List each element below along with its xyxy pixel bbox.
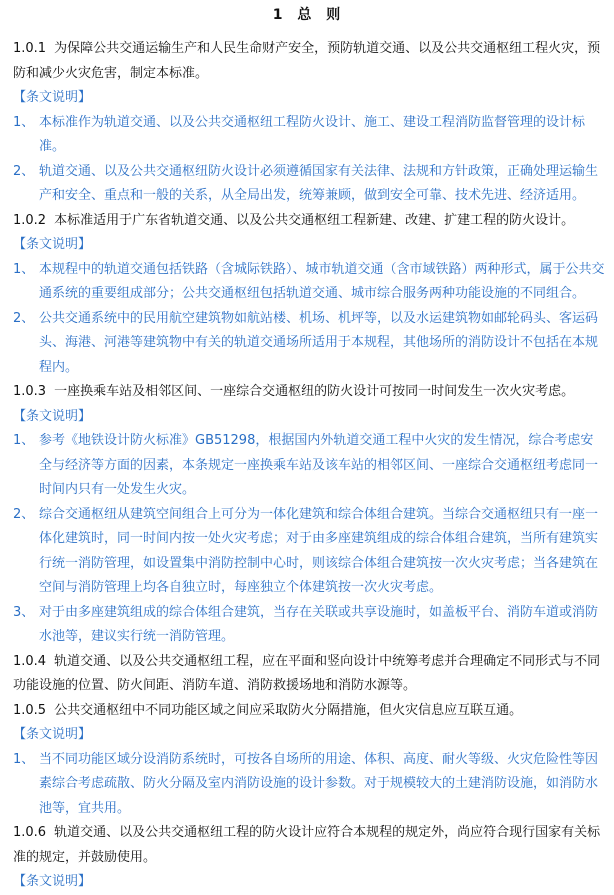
clause-text: 公共交通枢纽中不同功能区域之间应采取防火分隔措施，但火灾信息应互联互通。 xyxy=(54,702,523,718)
explanation-item-text: 本规程中的轨道交通包括铁路（含城际铁路）、城市轨道交通（含市域铁路）两种形式，属于公共交通系统的重要组成部分；公共交通枢纽包括轨道交通、城市综合服务两种功能设施的不同组合。 xyxy=(39,261,605,301)
explanation-heading: 【条文说明】 xyxy=(13,874,92,889)
clause-paragraph xyxy=(13,650,605,699)
clause-text: 轨道交通、以及公共交通枢纽工程，应在平面和竖向设计中统筹考虑并合理确定不同形式与不同功能设施的位置、防火间距、消防车道、消防救援场地和消防水源等。 xyxy=(13,653,601,693)
clause-paragraph xyxy=(13,380,605,405)
clause-paragraph xyxy=(13,209,605,234)
explanation-item-number: 3、 xyxy=(13,604,35,620)
clause-paragraph xyxy=(13,37,605,86)
explanation-item xyxy=(13,111,605,160)
explanation-heading: 【条文说明】 xyxy=(13,408,92,424)
explanation-item xyxy=(13,258,605,307)
explanation-item-number: 1、 xyxy=(13,433,35,448)
page-title: 1 总 则 xyxy=(272,7,346,23)
explanation-item xyxy=(13,601,605,650)
explanation-item xyxy=(13,307,605,381)
explanation-item-number: 1、 xyxy=(13,114,35,130)
explanation-heading: 【条文说明】 xyxy=(13,237,92,252)
clause-paragraph xyxy=(13,821,605,870)
clause-number: 1.0.2 xyxy=(13,212,47,228)
explanation-item-number: 2、 xyxy=(13,506,35,522)
explanation-item-number: 2、 xyxy=(13,310,35,326)
explanation-item-number: 2、 xyxy=(13,163,35,179)
explanation-item-text: 本标准作为轨道交通、以及公共交通枢纽工程防火设计、施工、建设工程消防监督管理的设计标准。 xyxy=(39,114,586,154)
explanation-item-text: 综合交通枢纽从建筑空间组合上可分为一体化建筑和综合体组合建筑。当综合交通枢纽只有一座一体化建筑时，同一时间内按一处火灾考虑；对于由多座建筑组成的综合体组合建筑，当所有建筑实行统一消防管理，如设置集中消防控制中心时，则该综合体组合建筑按一次火灾考虑；当各建筑在空间与消防管理上均各自独立时，每座独立个体建筑按一次火灾考虑。 xyxy=(39,506,599,595)
explanation-item xyxy=(13,503,605,601)
explanation-item xyxy=(13,429,605,503)
explanation-item-text: 对于由多座建筑组成的综合体组合建筑，当存在关联或共享设施时，如盖板平台、消防车道或消防水池等，建议实行统一消防管理。 xyxy=(39,604,599,644)
explanation-item-text: 轨道交通、以及公共交通枢纽防火设计必须遵循国家有关法律、法规和方针政策，正确处理运输生产和安全、重点和一般的关系，从全局出发，统筹兼顾，做到安全可靠、技术先进、经济适用。 xyxy=(39,163,599,203)
clause-paragraph xyxy=(13,699,605,724)
clause-text: 轨道交通、以及公共交通枢纽工程的防火设计应符合本规程的规定外，尚应符合现行国家有关标准的规定，并鼓励使用。 xyxy=(13,825,601,865)
explanation-item xyxy=(13,748,605,822)
clause-number: 1.0.4 xyxy=(13,653,47,669)
explanation-item-text: 公共交通系统中的民用航空建筑物如航站楼、机场、机坪等，以及水运建筑物如邮轮码头、客运码头、海港、河港等建筑物中有关的轨道交通场所适用于本规程，其他场所的消防设计不包括在本规程内。 xyxy=(39,310,599,375)
clause-number: 1.0.6 xyxy=(13,825,47,840)
clause-text: 一座换乘车站及相邻区间、一座综合交通枢纽的防火设计可按同一时间发生一次火灾考虑。 xyxy=(54,384,575,399)
clause-number: 1.0.1 xyxy=(13,41,47,56)
explanation-item-text: 参考《地铁设计防火标准》GB51298，根据国内外轨道交通工程中火灾的发生情况，综合考虑安全与经济等方面的因素，本条规定一座换乘车站及该车站的相邻区间、一座综合交通枢纽考虑同一时间内只有一处发生火灾。 xyxy=(39,433,599,497)
clause-text: 本标准适用于广东省轨道交通、以及公共交通枢纽工程新建、改建、扩建工程的防火设计。 xyxy=(54,212,575,228)
explanation-item-text: 当不同功能区域分设消防系统时，可按各自场所的用途、体积、高度、耐火等级、火灾危险性等因素综合考虑疏散、防火分隔及室内消防设施的设计参数。对于规模较大的土建消防设施，如消防水池等，宜共用。 xyxy=(39,751,599,816)
explanation-heading: 【条文说明】 xyxy=(13,727,92,742)
explanation-heading: 【条文说明】 xyxy=(13,90,92,105)
clause-number: 1.0.5 xyxy=(13,702,47,718)
clause-number: 1.0.3 xyxy=(13,384,47,399)
explanation-item xyxy=(13,160,605,209)
explanation-item-number: 1、 xyxy=(13,751,35,767)
document-body xyxy=(13,37,605,895)
clause-text: 为保障公共交通运输生产和人民生命财产安全，预防轨道交通、以及公共交通枢纽工程火灾，预防和减少火灾危害，制定本标准。 xyxy=(13,41,601,81)
explanation-item-number: 1、 xyxy=(13,261,35,277)
